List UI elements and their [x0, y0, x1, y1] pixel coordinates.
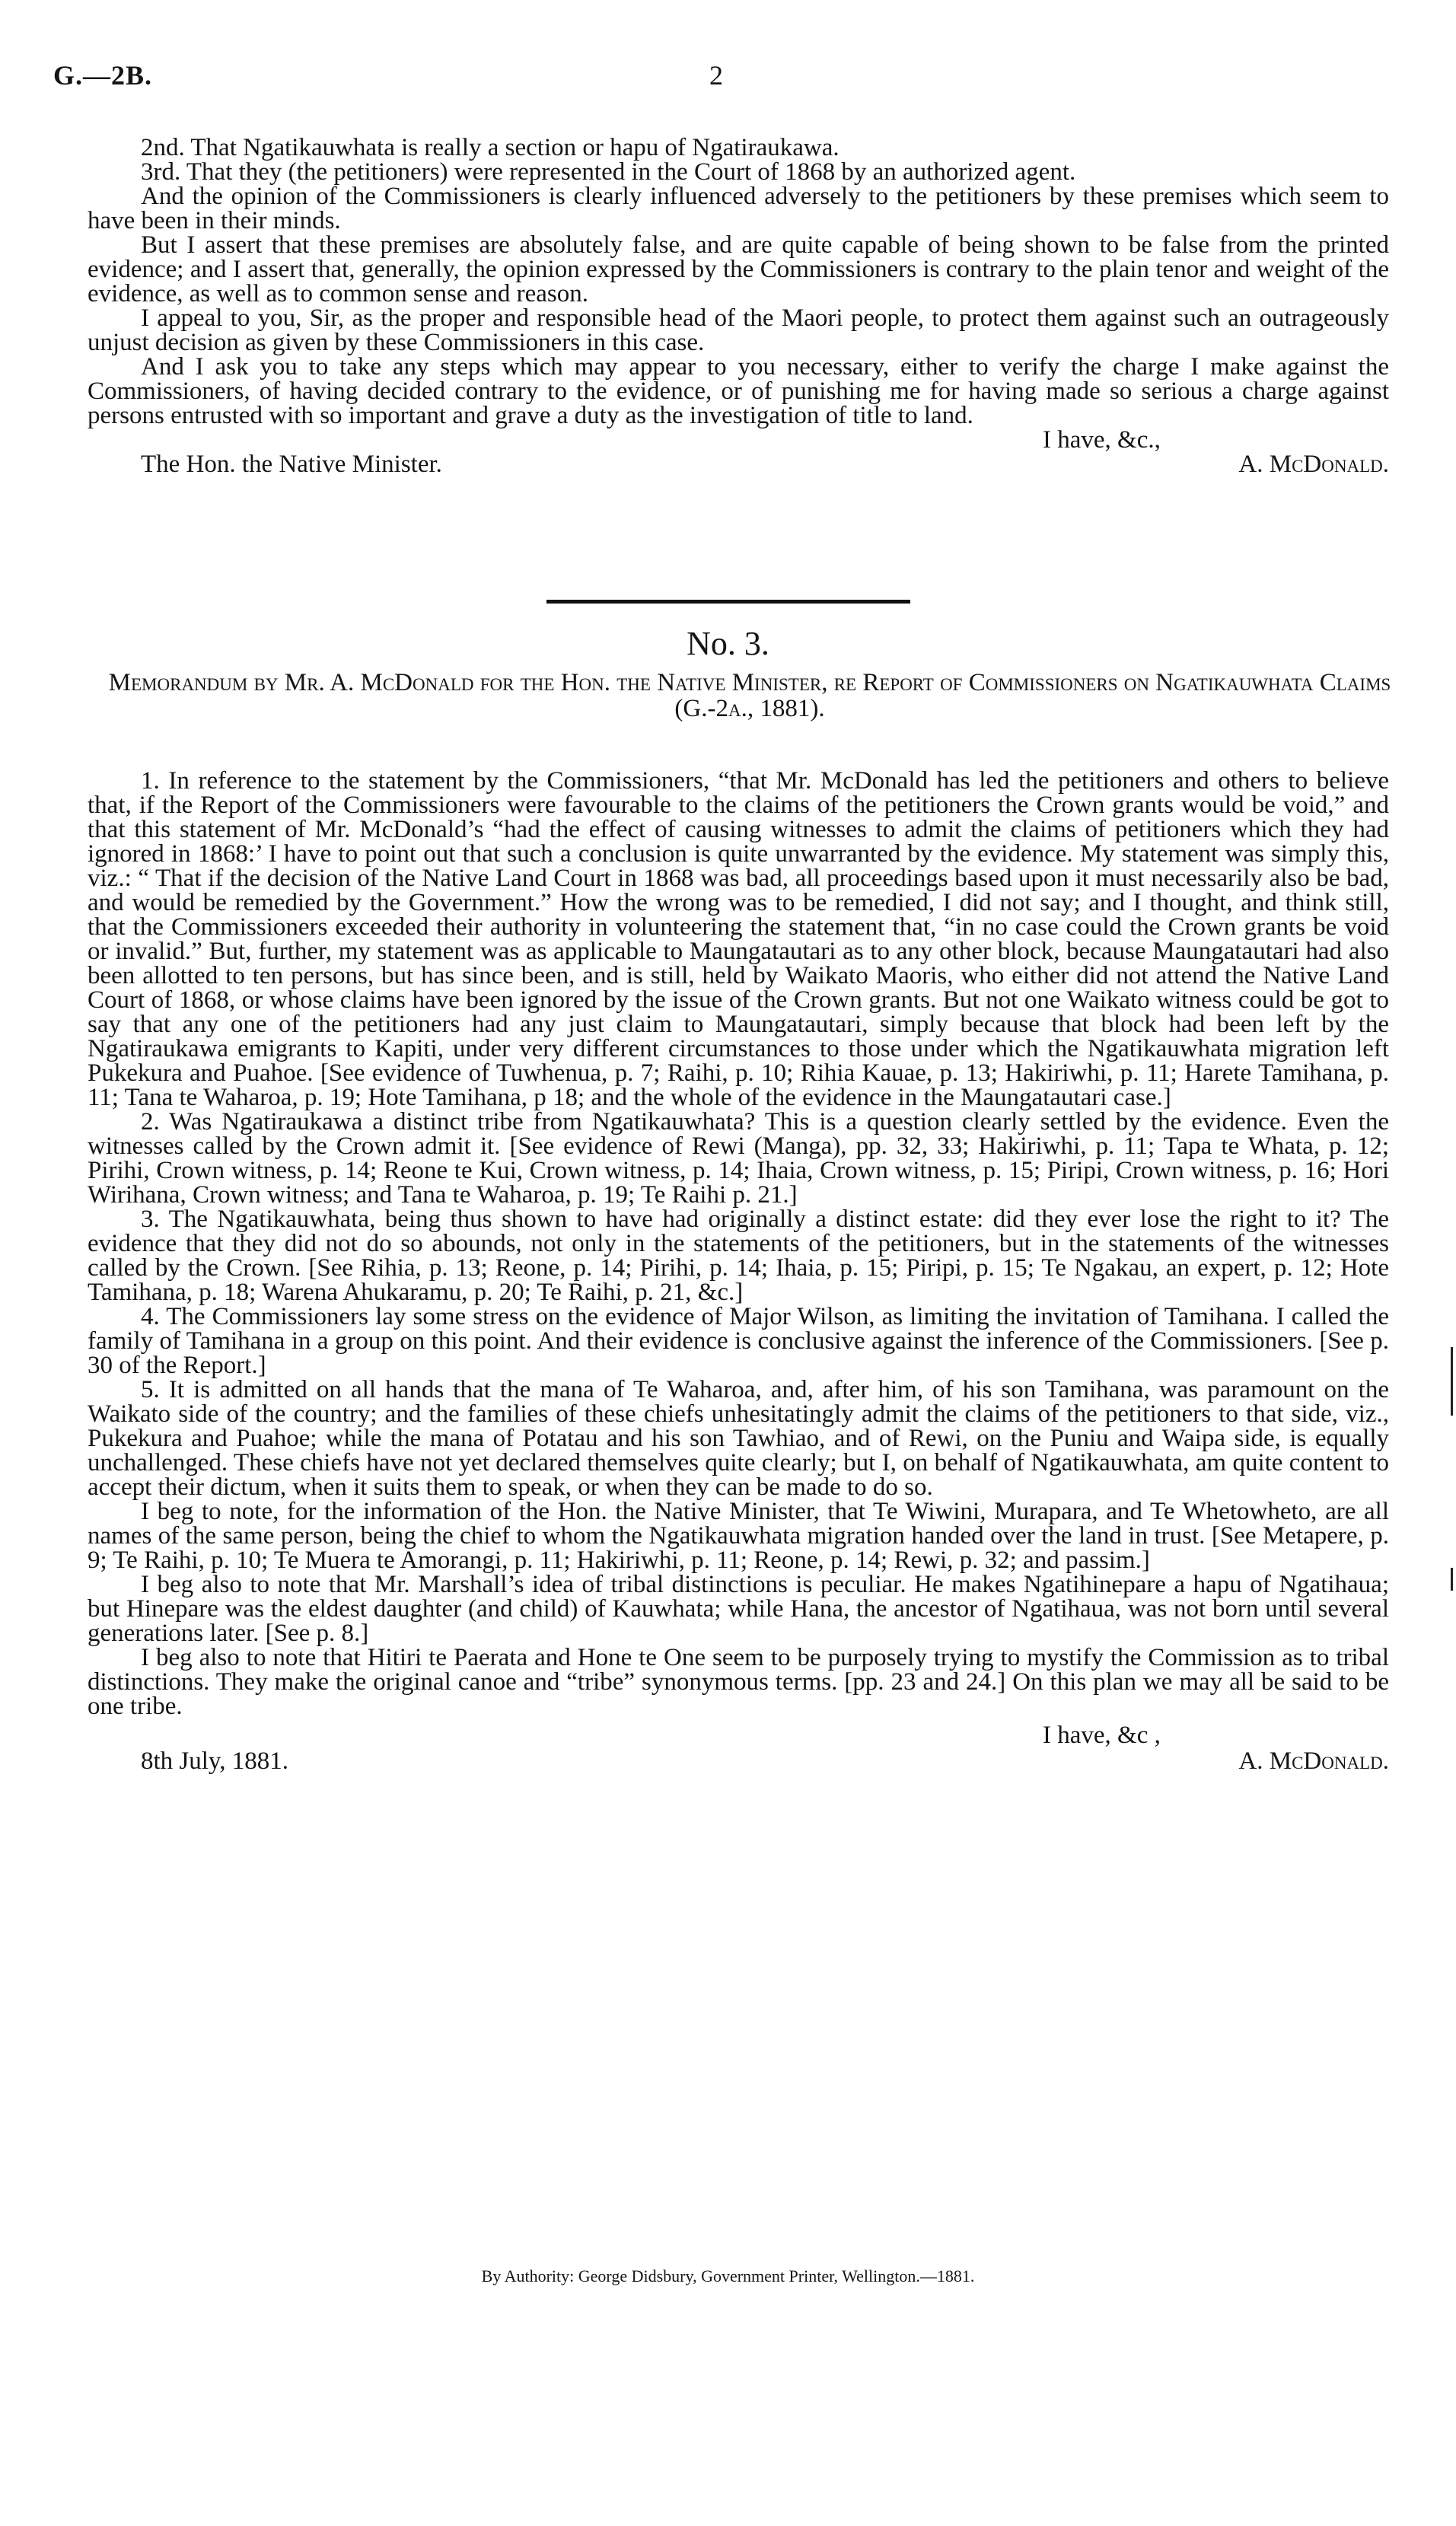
signature-row — [88, 1747, 1389, 1773]
memorandum-title: Memorandum by Mr. A. McDonald for the Hon. the Native Minister, re Report of Commissioners on Ngatikauwhata Claims (G.-2a., 1881). — [108, 669, 1391, 722]
paragraph: I beg to note, for the information of the Hon. the Native Minister, that Te Wiwini, Murapara, and Te Whetowheto, are all names of the same person, being the chief to whom the Ngatikauwhata migration handed over the land in trust. [See Metapere, p. 9; Te Raihi, p. 10; Te Muera te Amorangi, p. 11; Hakiriwhi, p. 11; Reone, p. 14; Rewi, p. 32; and passim.] — [88, 1498, 1389, 1574]
section-number: No. 3. — [687, 625, 769, 662]
document-reference: G.—2B. — [53, 60, 153, 91]
letter-conclusion — [88, 135, 1389, 476]
signature: A. McDonald. — [1238, 1747, 1389, 1775]
paragraph: 1. In reference to the statement by the Commissioners, “that Mr. McDonald has led the petitioners and others to believe that, if the Report of the Commissioners were favourable to the claims of the petitioners the Crown grants would be void,” and that this statement of Mr. McDonald’s “had the effect of causing witnesses to admit the claims of petitioners which they had ignored in 1868:’ I have to point out that such a conclusion is quite unwarranted by the evidence. My statement was simply this, viz.: “ That if the decision of the Native Land Court in 1868 was bad, all proceedings based upon it must necessarily also be bad, and would be remedied by the Government.” How the wrong was to be remedied, I did not say; and I thought, and think still, that the Commissioners exceeded their authority in volunteering the statement that, “in no case could the Crown grants be void or invalid.” But, further, my statement was as applicable to Maungatautari as to any other block, because Maungatautari had also been allotted to ten persons, but has since been, and is still, held by Waikato Maoris, who either did not attend the Native Land Court of 1868, or whose claims have been ignored by the issue of the Crown grants. But not one Waikato witness could be got to say that any one of the petitioners had any just claim to Maungatautari, simply because that block had been left by the Ngatiraukawa emigrants to Kapiti, under very different circumstances to those under which the Ngatikauwhata migration left Pukekura and Puahoe. [See evidence of Tuwhenua, p. 7; Raihi, p. 10; Rihia Kauae, p. 13; Hakiriwhi, p. 11; Harete Tamihana, p. 11; Tana te Waharoa, p. 19; Hote Tamihana, p 18; and the whole of the evidence in the Maungatautari case.] — [88, 767, 1389, 1111]
page-number: 2 — [709, 60, 723, 91]
paragraph: I appeal to you, Sir, as the proper and responsible head of the Maori people, to protect them against such an outrageously unjust decision as given by these Commissioners in this case. — [88, 304, 1389, 356]
memorandum-body — [88, 769, 1389, 1773]
paragraph: 3rd. That they (the petitioners) were represented in the Court of 1868 by an authorized agent. — [141, 158, 1076, 186]
date-line: 8th July, 1881. — [141, 1747, 289, 1775]
paragraph: 3. The Ngatikauwhata, being thus shown to have had originally a distinct estate: did they ever lose the right to it? The evidence that they did not do so abounds, not only in the statements of the petitioners, but in the statements of the witnesses called by the Crown. [See Rihia, p. 13; Reone, p. 14; Pirihi, p. 14; Ihaia, p. 15; Piripi, p. 15; Te Ngakau, an expert, p. 12; Hote Tamihana, p. 18; Warena Ahukaramu, p. 20; Te Raihi, p. 21, &c.] — [88, 1206, 1389, 1306]
closing-row — [88, 428, 1389, 452]
paragraph: 2nd. That Ngatikauwhata is really a section or hapu of Ngatiraukawa. — [141, 134, 840, 161]
closing-line: I have, &c , — [1043, 1722, 1161, 1749]
paragraph: 2. Was Ngatiraukawa a distinct tribe from Ngatikauwhata? This is a question clearly settled by the evidence. Even the witnesses called by the Crown admit it. [See evidence of Rewi (Manga), pp. 32, 33; Hakiriwhi, p. 11; Tapa te Whata, p. 12; Pirihi, Crown witness, p. 14; Reone te Kui, Crown witness, p. 14; Ihaia, Crown witness, p. 15; Piripi, Crown witness, p. 16; Hori Wirihana, Crown witness; and Tana te Waharoa, p. 19; Te Raihi p. 21.] — [88, 1108, 1389, 1209]
paragraph: I beg also to note that Mr. Marshall’s idea of tribal distinctions is peculiar. He makes Ngatihinepare a hapu of Ngatihaua; but Hinepare was the eldest daughter (and child) of Kauwhata; while Hana, the ancestor of Ngatihaua, was not born until several generations later. [See p. 8.] — [88, 1571, 1389, 1647]
page-header — [53, 59, 1393, 105]
scan-edge-mark — [1451, 1347, 1453, 1416]
addressee: The Hon. the Native Minister. — [141, 451, 442, 478]
section-divider — [546, 600, 910, 604]
paragraph: 4. The Commissioners lay some stress on the evidence of Major Wilson, as limiting the invitation of Tamihana. I called the family of Tamihana in a group on this point. And their evidence is conclusive against the inference of the Commissioners. [See p. 30 of the Report.] — [88, 1303, 1389, 1379]
printer-imprint: By Authority: George Didsbury, Government Printer, Wellington.—1881. — [481, 2266, 975, 2286]
closing-row — [88, 1719, 1389, 1747]
signature: A. McDonald. — [1238, 451, 1389, 478]
signature-row — [88, 452, 1389, 476]
scan-edge-mark — [1451, 1568, 1453, 1591]
paragraph: And the opinion of the Commissioners is clearly influenced adversely to the petitioners by these premises which seem to have been in their minds. — [88, 183, 1389, 234]
paragraph: But I assert that these premises are absolutely false, and are quite capable of being shown to be false from the printed evidence; and I assert that, generally, the opinion expressed by the Commissioners is contrary to the plain tenor and weight of the evidence, as well as to common sense and reason. — [88, 231, 1389, 307]
closing-line: I have, &c., — [1043, 426, 1161, 454]
paragraph: I beg also to note that Hitiri te Paerata and Hone te One seem to be purposely trying to mystify the Commission as to tribal distinctions. They make the original canoe and “tribe” synonymous terms. [pp. 23 and 24.] On this plan we may all be said to be one tribe. — [88, 1644, 1389, 1720]
paragraph: And I ask you to take any steps which may appear to you necessary, either to verify the charge I make against the Commissioners, of having decided contrary to the evidence, or of punishing me for having made so serious a charge against persons entrusted with so important and grave a duty as the investigation of title to land. — [88, 353, 1389, 429]
paragraph: 5. It is admitted on all hands that the mana of Te Waharoa, and, after him, of his son Tamihana, was paramount on the Waikato side of the country; and the families of these chiefs unhesitatingly admit the claims of the petitioners to that side, viz., Pukekura and Puahoe; while the mana of Potatau and his son Tawhiao, and of Rewi, on the Puniu and Waipa side, is equally unchallenged. These chiefs have not yet declared themselves quite clearly; but I, on behalf of Ngatikauwhata, am quite content to accept their dictum, when it suits them to speak, or when they can be made to do so. — [88, 1376, 1389, 1501]
